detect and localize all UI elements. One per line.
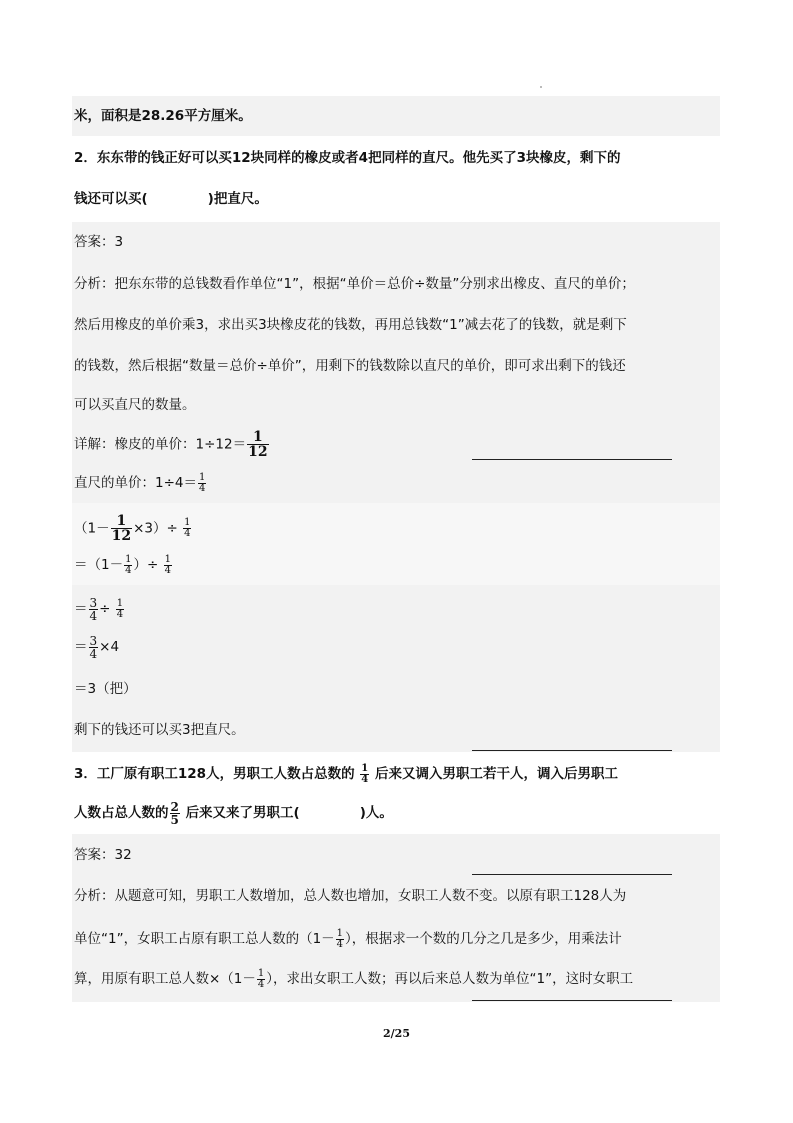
analysis-line: 分析：把东东带的总钱数看作单位“1”，根据“单价＝总价÷数量”分别求出橡皮、直尺的单价； xyxy=(74,276,635,292)
analysis-line: 的钱数，然后根据“数量＝总价÷单价”，用剩下的钱数除以直尺的单价，即可求出剩下的钱还 xyxy=(74,358,626,374)
fraction: $\frac{1}{12}$ xyxy=(111,513,132,544)
detail-line: 详解：橡皮的单价：1÷12＝ $\frac{1}{12}$ xyxy=(74,429,268,460)
detail-line: 直尺的单价：1÷4＝ $\frac{1}{4}$ xyxy=(74,471,206,494)
fraction: $\frac{3}{4}$ xyxy=(89,633,98,661)
text-line: 米，面积是28.26平方厘米。 xyxy=(74,108,252,124)
fraction: $\frac{2}{5}$ xyxy=(170,799,179,827)
analysis-line: 然后用橡皮的单价乘3，求出买3块橡皮花的钱数，再用总钱数“1”减去花了的钱数，就是剩下 xyxy=(74,317,627,333)
question-3-line: 人数占总人数的 $\frac{2}{5}$ 后来又来了男职工( )人。 xyxy=(74,799,393,827)
fraction: $\frac{1}{4}$ xyxy=(125,553,132,576)
underline-rule xyxy=(472,750,672,751)
step-line: ＝（1－ $\frac{1}{4}$ ）÷ $\frac{1}{4}$ xyxy=(74,553,171,576)
analysis-line: 可以买直尺的数量。 xyxy=(74,397,196,413)
step-line: （1－ $\frac{1}{12}$ ×3）÷ $\frac{1}{4}$ xyxy=(74,513,191,544)
question-2-line: 钱还可以买( )把直尺。 xyxy=(74,191,268,207)
fraction: $\frac{1}{4}$ xyxy=(184,517,191,539)
analysis-line: 单位“1”，女职工占原有职工总人数的（1－ $\frac{1}{4}$ ），根据求一个数的几分之几是多少，用乘法计 xyxy=(74,927,622,950)
question-2-line: 2．东东带的钱正好可以买12块同样的橡皮或者4把同样的直尺。他先买了3块橡皮，剩下的 xyxy=(74,150,621,166)
fraction: $\frac{1}{4}$ xyxy=(116,597,124,620)
underline-rule xyxy=(472,874,672,875)
step-line: ＝3（把） xyxy=(74,681,137,697)
analysis-line: 分析：从题意可知，男职工人数增加，总人数也增加，女职工人数不变。以原有职工128人为 xyxy=(74,888,627,904)
speck xyxy=(540,86,542,88)
answer-2: 答案：3 xyxy=(74,234,124,250)
fraction: $\frac{1}{4}$ xyxy=(257,967,265,990)
fraction: $\frac{1}{4}$ xyxy=(361,762,369,785)
fraction: $\frac{1}{4}$ xyxy=(164,553,171,576)
fraction: $\frac{3}{4}$ xyxy=(89,595,98,623)
fraction: $\frac{1}{12}$ xyxy=(248,429,268,460)
page-number: 2/25 xyxy=(383,1027,410,1040)
question-3-line: 3．工厂原有职工128人，男职工人数占总数的 $\frac{1}{4}$ 后来又调入男职工若干人，调入后男职工 xyxy=(74,762,618,785)
analysis-line: 算，用原有职工总人数×（1－ $\frac{1}{4}$ ），求出女职工人数；再以后来总人数为单位“1”，这时女职工 xyxy=(74,967,634,990)
fraction: $\frac{1}{4}$ xyxy=(336,927,344,950)
step-line: ＝ $\frac{3}{4}$ ÷ $\frac{1}{4}$ xyxy=(74,595,124,623)
underline-rule xyxy=(472,459,672,460)
step-line: ＝ $\frac{3}{4}$ ×4 xyxy=(74,633,120,661)
answer-3: 答案：32 xyxy=(74,847,132,863)
conclusion-line: 剩下的钱还可以买3把直尺。 xyxy=(74,722,245,738)
underline-rule xyxy=(472,1000,672,1001)
fraction: $\frac{1}{4}$ xyxy=(199,471,206,494)
shade-band xyxy=(72,585,720,710)
